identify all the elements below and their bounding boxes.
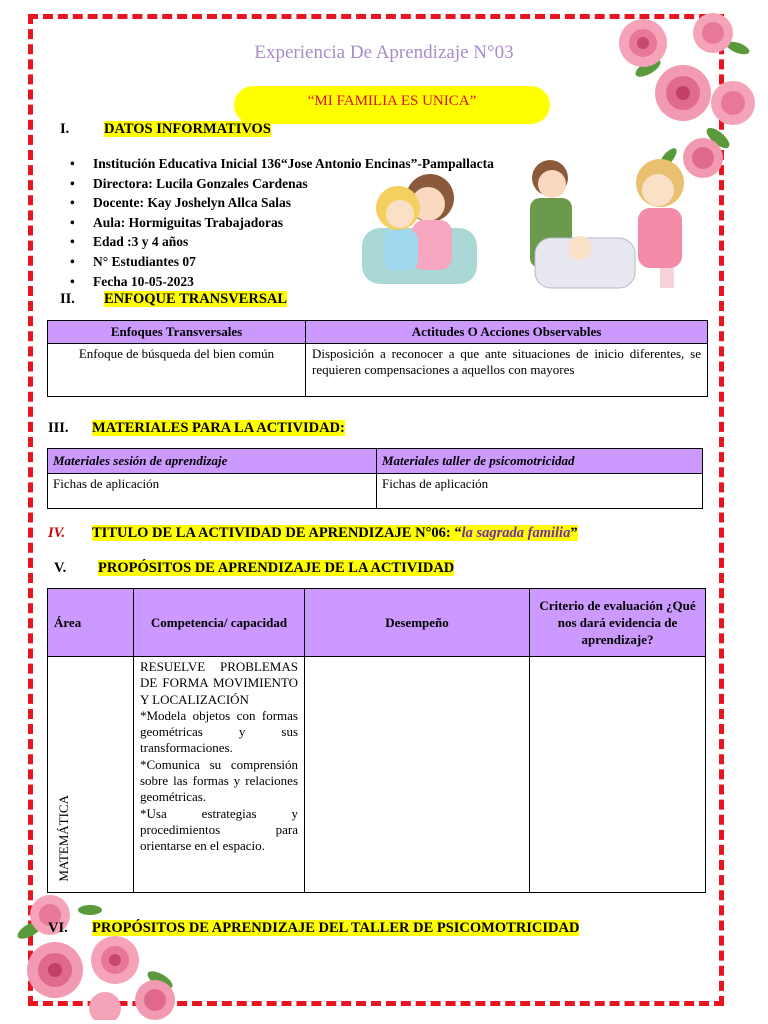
materiales-table — [47, 448, 703, 509]
materiales-header-2: Materiales taller de psicomotricidad — [377, 449, 703, 474]
enfoque-cell: Enfoque de búsqueda del bien común — [48, 344, 306, 397]
desempeno-cell — [305, 657, 530, 893]
section-2-heading: II. ENFOQUE TRANSVERSAL — [60, 291, 288, 307]
enfoque-header-1: Enfoques Transversales — [48, 321, 306, 344]
info-item: • Institución Educativa Inicial 136“Jose Antonio Encinas”-Pampallacta — [70, 156, 494, 171]
capacidad-item: *Usa estrategias y procedimientos para orientarse en el espacio. — [140, 805, 298, 854]
section-6-heading: VI. PROPÓSITOS DE APRENDIZAJE DEL TALLER DE PSICOMOTRICIDAD — [48, 920, 580, 936]
enfoque-header-2: Actitudes O Acciones Observables — [306, 321, 708, 344]
materiales-cell: Fichas de aplicación — [48, 474, 377, 509]
page-title: Experiencia De Aprendizaje N°03 — [254, 42, 514, 63]
materiales-header-1: Materiales sesión de aprendizaje — [48, 449, 377, 474]
area-cell — [48, 657, 134, 893]
propositos-header-area: Área — [48, 589, 134, 657]
section-5-heading: V. PROPÓSITOS DE APRENDIZAJE DE LA ACTIVIDAD — [54, 560, 455, 576]
enfoque-cell: Disposición a reconocer a que ante situaciones de inicio diferentes, se requieren compensaciones a aquellos con mayores — [306, 344, 708, 397]
criterio-cell — [530, 657, 706, 893]
info-item: • N° Estudiantes 07 — [70, 253, 196, 269]
activity-banner: “MI FAMILIA ES UNICA” — [234, 86, 550, 124]
propositos-header-criterio: Criterio de evaluación ¿Qué nos dará evidencia de aprendizaje? — [530, 589, 706, 657]
info-item: • Aula: Hormiguitas Trabajadoras — [70, 214, 284, 230]
area-label: MATEMÁTICA — [56, 795, 71, 882]
info-item: • Fecha 10-05-2023 — [70, 273, 194, 289]
enfoque-table — [47, 320, 708, 397]
capacidad-item: *Comunica su comprensión sobre las formas y relaciones geométricas. — [140, 756, 298, 805]
section-1-heading: I. DATOS INFORMATIVOS — [60, 121, 271, 137]
family-illustration — [360, 148, 700, 304]
info-item: • Docente: Kay Joshelyn Allca Salas — [70, 195, 291, 211]
propositos-header-desempeno: Desempeño — [305, 589, 530, 657]
section-4-heading: IV. TITULO DE LA ACTIVIDAD DE APRENDIZAJE N°06: “la sagrada familia” — [48, 525, 578, 541]
section-3-heading: III. MATERIALES PARA LA ACTIVIDAD: — [48, 420, 345, 436]
competencia-title: RESUELVE PROBLEMAS DE FORMA MOVIMIENTO Y LOCALIZACIÓN — [140, 659, 298, 707]
info-item: • Directora: Lucila Gonzales Cardenas — [70, 175, 308, 191]
roses-bottom-left-image — [10, 890, 190, 1020]
propositos-header-competencia: Competencia/ capacidad — [134, 589, 305, 657]
materiales-cell: Fichas de aplicación — [377, 474, 703, 509]
competencia-cell — [134, 657, 305, 893]
info-item: • Edad :3 y 4 años — [70, 234, 189, 250]
propositos-table — [47, 588, 706, 893]
capacidad-item: *Modela objetos con formas geométricas y sus transformaciones. — [140, 707, 298, 756]
